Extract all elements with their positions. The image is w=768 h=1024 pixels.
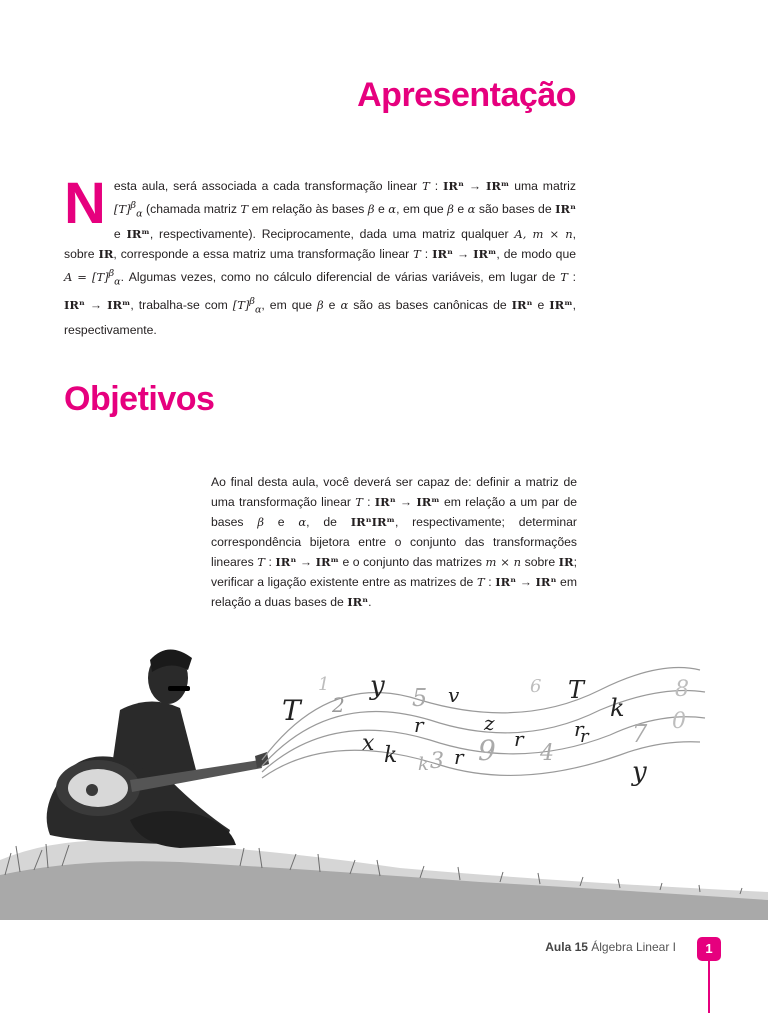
symbol: 6 [530,676,542,697]
symbol: 9 [478,734,496,767]
page-footer [545,940,676,954]
guitarist-illustration [0,630,768,920]
symbol: 8 [675,677,689,702]
symbol: 7 [632,720,648,748]
symbol: 2 [332,693,345,717]
symbol: k [384,743,398,768]
footer-subject: Álgebra Linear I [591,940,676,954]
symbol: z [484,711,495,735]
drop-cap: N [64,171,106,236]
symbol: v [448,683,460,707]
page-number-badge: 1 [697,937,721,961]
symbol: r [580,726,589,747]
symbol: T [568,676,585,704]
symbol: k [418,754,429,775]
symbol: r [454,745,464,769]
symbol: k [610,694,625,722]
objectives-paragraph: Ao final desta aula, você deverá ser capaz de: definir a matriz de uma transformação linear T : IRⁿ → IRᵐ em relação a um par de bases β e α, de IRⁿIRᵐ, respectivamente; determinar correspondência bijetora entre o conjunto das transformações lineares T : IRⁿ → IRᵐ e o conjunto das matrizes m × n sobre IR; verificar a ligação existente entre as matrizes de T : IRⁿ → IRⁿ em relação a duas bases de IRⁿ. [211,475,578,609]
section-title-apresentacao: Apresentação [357,76,576,114]
floating-symbols [282,671,689,787]
symbol: r [414,713,424,737]
symbol: r [574,717,584,741]
section-title-objetivos: Objetivos [64,380,215,418]
symbol: 1 [318,674,330,695]
symbol: y [370,671,385,701]
intro-paragraph: Nesta aula, será associada a cada transformação linear T : IRⁿ → IRᵐ uma matriz $[T]^\beta_\alpha$ (chamada matriz T em relação às bases β e α, em que β e α são bases de IRⁿ e IRᵐ, respectivamente). Reciprocamente, dada uma matriz qualquer A, m × n, sobre IR, corresponde a essa matriz uma transformação linear T : IRⁿ → IRᵐ, de modo que $A = [T]^\beta_\alpha$. Algumas vezes, como no cálculo diferencial de várias variáveis, em lugar de T : IRⁿ → IRᵐ, trabalha-se com $[T]^\beta_\alpha$, em que β e α são as bases canônicas de IRⁿ e IRᵐ, respectivamente. [64,171,577,338]
grass-field [0,840,768,920]
symbol: r [514,727,524,751]
page-marker-line [708,961,710,1013]
symbol: 3 [430,749,444,774]
symbol: 4 [540,741,554,766]
symbol: 5 [412,684,428,712]
symbol: 0 [672,709,686,734]
symbol: T [282,694,301,727]
footer-lesson: Aula 15 [545,940,588,954]
guitarist-figure [47,649,269,848]
symbol: y [632,757,647,787]
symbol: x [362,731,375,756]
